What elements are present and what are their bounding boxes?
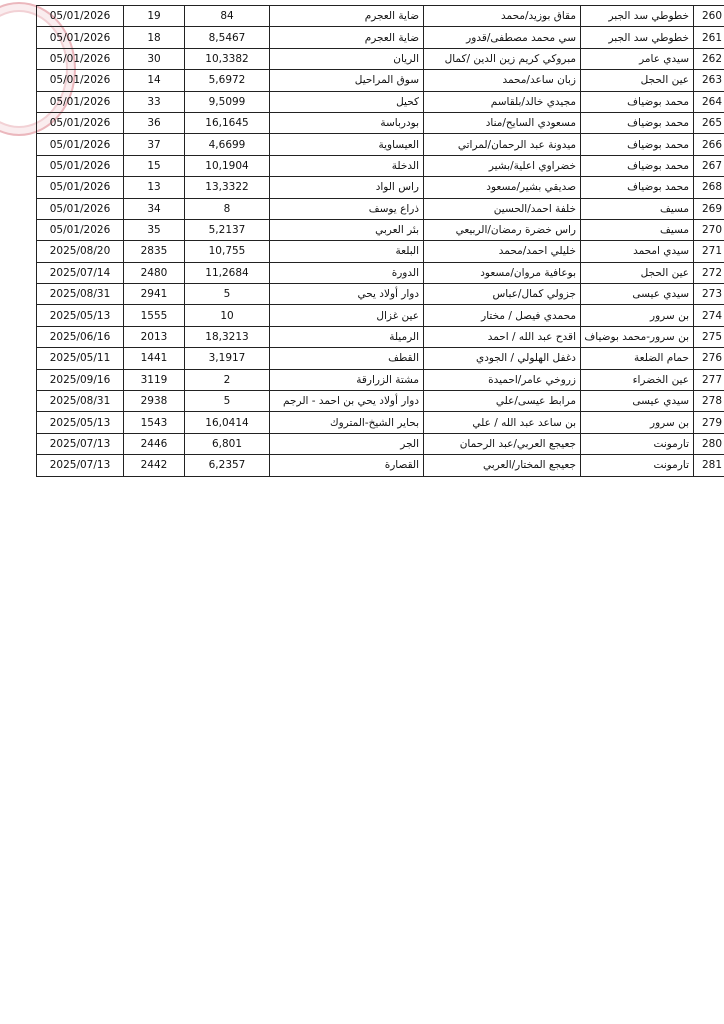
row-number: 271 [694, 241, 724, 262]
area-cell: 9,5099 [185, 91, 270, 112]
reference-number-cell: 37 [124, 134, 185, 155]
reference-number-cell: 2835 [124, 241, 185, 262]
locality-cell: راس الواد [270, 177, 424, 198]
area-cell: 8,5467 [185, 27, 270, 48]
reference-number-cell: 19 [124, 6, 185, 27]
date-cell: 05/01/2026 [37, 219, 124, 240]
commune-cell: محمد بوضياف [581, 155, 694, 176]
row-number: 273 [694, 284, 724, 305]
reference-number-cell: 1543 [124, 412, 185, 433]
beneficiary-name-cell: ميدونة عبد الرحمان/لمراتي [424, 134, 581, 155]
area-cell: 5,6972 [185, 70, 270, 91]
commune-cell: تارمونت [581, 455, 694, 476]
commune-cell: بن سرور [581, 412, 694, 433]
table-row [37, 412, 724, 433]
table-row [37, 262, 724, 283]
date-cell: 2025/09/16 [37, 369, 124, 390]
row-number: 260 [694, 6, 724, 27]
table-row [37, 134, 724, 155]
row-number: 267 [694, 155, 724, 176]
locality-cell: الدورة [270, 262, 424, 283]
table-row [37, 391, 724, 412]
locality-cell: الرميلة [270, 326, 424, 347]
row-number: 270 [694, 219, 724, 240]
date-cell: 05/01/2026 [37, 48, 124, 69]
row-number: 272 [694, 262, 724, 283]
commune-cell: مسيف [581, 219, 694, 240]
row-number: 269 [694, 198, 724, 219]
beneficiary-name-cell: خلفة احمد/الحسين [424, 198, 581, 219]
row-number: 275 [694, 326, 724, 347]
table-row [37, 6, 724, 27]
reference-number-cell: 30 [124, 48, 185, 69]
reference-number-cell: 33 [124, 91, 185, 112]
date-cell: 2025/07/14 [37, 262, 124, 283]
locality-cell: ضاية العجرم [270, 6, 424, 27]
reference-number-cell: 34 [124, 198, 185, 219]
area-cell: 10 [185, 305, 270, 326]
locality-cell: القصارة [270, 455, 424, 476]
table-row [37, 177, 724, 198]
row-number: 266 [694, 134, 724, 155]
reference-number-cell: 36 [124, 112, 185, 133]
registry-table-body [37, 6, 724, 477]
date-cell: 2025/05/13 [37, 412, 124, 433]
table-row [37, 305, 724, 326]
commune-cell: خطوطي سد الجبر [581, 27, 694, 48]
beneficiary-name-cell: دغفل الهلولي / الجودي [424, 348, 581, 369]
area-cell: 4,6699 [185, 134, 270, 155]
table-row [37, 112, 724, 133]
commune-cell: سيدي عامر [581, 48, 694, 69]
area-cell: 11,2684 [185, 262, 270, 283]
date-cell: 2025/07/13 [37, 455, 124, 476]
area-cell: 8 [185, 198, 270, 219]
commune-cell: عين الخضراء [581, 369, 694, 390]
beneficiary-name-cell: مسعودي السايح/مناد [424, 112, 581, 133]
reference-number-cell: 2442 [124, 455, 185, 476]
reference-number-cell: 2013 [124, 326, 185, 347]
date-cell: 05/01/2026 [37, 6, 124, 27]
row-number: 263 [694, 70, 724, 91]
row-number: 276 [694, 348, 724, 369]
beneficiary-name-cell: جعيجع العربي/عبد الرحمان [424, 433, 581, 454]
row-number: 277 [694, 369, 724, 390]
commune-cell: بن سرور-محمد بوضياف [581, 326, 694, 347]
reference-number-cell: 1555 [124, 305, 185, 326]
reference-number-cell: 2446 [124, 433, 185, 454]
table-row [37, 284, 724, 305]
table-row [37, 369, 724, 390]
table-row [37, 433, 724, 454]
area-cell: 3,1917 [185, 348, 270, 369]
commune-cell: سيدي امحمد [581, 241, 694, 262]
table-row [37, 70, 724, 91]
date-cell: 2025/06/16 [37, 326, 124, 347]
table-row [37, 326, 724, 347]
locality-cell: الريان [270, 48, 424, 69]
area-cell: 10,1904 [185, 155, 270, 176]
commune-cell: محمد بوضياف [581, 134, 694, 155]
table-row [37, 48, 724, 69]
reference-number-cell: 13 [124, 177, 185, 198]
beneficiary-name-cell: زبان ساعد/محمد [424, 70, 581, 91]
reference-number-cell: 15 [124, 155, 185, 176]
beneficiary-name-cell: مقاق بوزيد/محمد [424, 6, 581, 27]
beneficiary-name-cell: سي محمد مصطفى/قدور [424, 27, 581, 48]
locality-cell: دوار أولاد يحي بن احمد - الرجم [270, 391, 424, 412]
commune-cell: حمام الضلعة [581, 348, 694, 369]
locality-cell: بحاير الشيخ-المتروك [270, 412, 424, 433]
beneficiary-name-cell: مجيدي خالد/بلقاسم [424, 91, 581, 112]
reference-number-cell: 2480 [124, 262, 185, 283]
date-cell: 2025/07/13 [37, 433, 124, 454]
table-row [37, 455, 724, 476]
beneficiary-name-cell: محمدي فيصل / مختار [424, 305, 581, 326]
beneficiary-name-cell: جعيجع المختار/العربي [424, 455, 581, 476]
table-row [37, 91, 724, 112]
row-number: 268 [694, 177, 724, 198]
commune-cell: سيدي عيسى [581, 284, 694, 305]
locality-cell: كحيل [270, 91, 424, 112]
row-number: 280 [694, 433, 724, 454]
locality-cell: البلعة [270, 241, 424, 262]
date-cell: 2025/05/13 [37, 305, 124, 326]
reference-number-cell: 2941 [124, 284, 185, 305]
locality-cell: القطف [270, 348, 424, 369]
beneficiary-name-cell: خضراوي اعلية/بشير [424, 155, 581, 176]
commune-cell: محمد بوضياف [581, 112, 694, 133]
reference-number-cell: 3119 [124, 369, 185, 390]
locality-cell: ضاية العجرم [270, 27, 424, 48]
commune-cell: محمد بوضياف [581, 177, 694, 198]
row-number: 265 [694, 112, 724, 133]
beneficiary-name-cell: بوعافية مروان/مسعود [424, 262, 581, 283]
reference-number-cell: 35 [124, 219, 185, 240]
date-cell: 2025/08/31 [37, 391, 124, 412]
table-row [37, 27, 724, 48]
date-cell: 05/01/2026 [37, 134, 124, 155]
commune-cell: خطوطي سد الجبر [581, 6, 694, 27]
table-row [37, 155, 724, 176]
beneficiary-name-cell: بن ساعد عبد الله / علي [424, 412, 581, 433]
beneficiary-name-cell: زروخي عامر/احميدة [424, 369, 581, 390]
area-cell: 6,2357 [185, 455, 270, 476]
row-number: 278 [694, 391, 724, 412]
date-cell: 05/01/2026 [37, 177, 124, 198]
table-row [37, 241, 724, 262]
commune-cell: عين الحجل [581, 70, 694, 91]
commune-cell: عين الحجل [581, 262, 694, 283]
area-cell: 10,755 [185, 241, 270, 262]
commune-cell: مسيف [581, 198, 694, 219]
date-cell: 2025/08/31 [37, 284, 124, 305]
beneficiary-name-cell: اقدح عبد الله / احمد [424, 326, 581, 347]
area-cell: 18,3213 [185, 326, 270, 347]
locality-cell: مشتة الزرارقة [270, 369, 424, 390]
row-number: 261 [694, 27, 724, 48]
reference-number-cell: 1441 [124, 348, 185, 369]
date-cell: 05/01/2026 [37, 112, 124, 133]
date-cell: 05/01/2026 [37, 198, 124, 219]
locality-cell: الدخلة [270, 155, 424, 176]
date-cell: 05/01/2026 [37, 70, 124, 91]
locality-cell: بودرباسة [270, 112, 424, 133]
area-cell: 16,1645 [185, 112, 270, 133]
row-number: 274 [694, 305, 724, 326]
commune-cell: تارمونت [581, 433, 694, 454]
row-number: 264 [694, 91, 724, 112]
locality-cell: سوق المراحيل [270, 70, 424, 91]
row-number: 262 [694, 48, 724, 69]
area-cell: 6,801 [185, 433, 270, 454]
locality-cell: الجر [270, 433, 424, 454]
beneficiary-name-cell: مبروكي كريم زين الدين /كمال [424, 48, 581, 69]
reference-number-cell: 14 [124, 70, 185, 91]
beneficiary-name-cell: راس خضرة رمضان/الربيعي [424, 219, 581, 240]
table-row [37, 198, 724, 219]
area-cell: 5 [185, 391, 270, 412]
area-cell: 10,3382 [185, 48, 270, 69]
date-cell: 05/01/2026 [37, 91, 124, 112]
locality-cell: بئر العربي [270, 219, 424, 240]
row-number: 281 [694, 455, 724, 476]
commune-cell: محمد بوضياف [581, 91, 694, 112]
area-cell: 5,2137 [185, 219, 270, 240]
row-number: 279 [694, 412, 724, 433]
beneficiary-name-cell: جزولي كمال/عباس [424, 284, 581, 305]
table-row [37, 219, 724, 240]
area-cell: 16,0414 [185, 412, 270, 433]
area-cell: 2 [185, 369, 270, 390]
registry-table [36, 5, 724, 477]
beneficiary-name-cell: مرابط عيسى/علي [424, 391, 581, 412]
locality-cell: عين غزال [270, 305, 424, 326]
area-cell: 84 [185, 6, 270, 27]
date-cell: 2025/05/11 [37, 348, 124, 369]
beneficiary-name-cell: صديقي بشير/مسعود [424, 177, 581, 198]
commune-cell: بن سرور [581, 305, 694, 326]
locality-cell: دوار أولاد يحي [270, 284, 424, 305]
date-cell: 05/01/2026 [37, 27, 124, 48]
area-cell: 13,3322 [185, 177, 270, 198]
locality-cell: ذراع يوسف [270, 198, 424, 219]
table-row [37, 348, 724, 369]
locality-cell: العيساوية [270, 134, 424, 155]
date-cell: 2025/08/20 [37, 241, 124, 262]
commune-cell: سيدي عيسى [581, 391, 694, 412]
reference-number-cell: 18 [124, 27, 185, 48]
area-cell: 5 [185, 284, 270, 305]
date-cell: 05/01/2026 [37, 155, 124, 176]
beneficiary-name-cell: خليلي احمد/محمد [424, 241, 581, 262]
reference-number-cell: 2938 [124, 391, 185, 412]
